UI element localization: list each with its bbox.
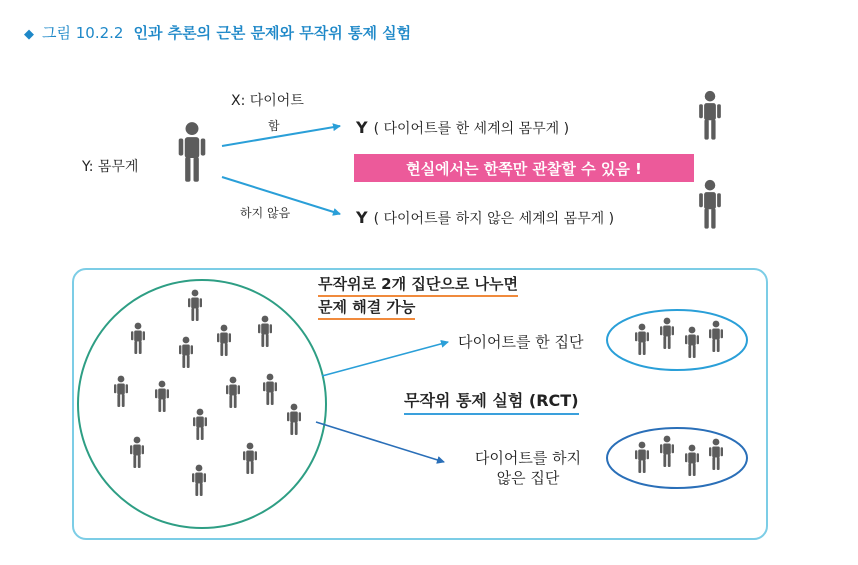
population-person-icon: [192, 465, 206, 496]
control-group-ellipse: [607, 428, 747, 488]
treated-group-label: 다이어트를 한 집단: [458, 333, 584, 351]
population-person-icon: [179, 337, 193, 368]
treated-split-arrow: [322, 342, 448, 376]
control-group-person-icon: [660, 436, 674, 467]
control-outcome-text: ( 다이어트를 하지 않은 세계의 몸무게 ): [373, 211, 615, 227]
x-variable-label: X: 다이어트: [231, 93, 304, 109]
treated-group-person-icon: [635, 324, 649, 355]
population-person-icon: [193, 409, 207, 440]
treat-label: 함: [268, 119, 280, 133]
population-person-icon: [243, 443, 257, 474]
control-split-arrow: [316, 422, 444, 462]
treat-arrow: [222, 126, 340, 146]
observation-banner: 현실에서는 한쪽만 관찰할 수 있음 !: [354, 154, 694, 182]
population-person-icon: [188, 290, 202, 321]
population-person-icon: [114, 376, 128, 407]
control-group-person-icon: [685, 445, 699, 476]
treated-group-ellipse: [607, 310, 747, 370]
subject-person-icon: [179, 122, 206, 182]
control-group-label-line2: 않은 집단: [496, 469, 560, 487]
population-person-icon: [263, 374, 277, 405]
population-person-icon: [217, 325, 231, 356]
treated-outcome-letter: Y: [356, 118, 368, 137]
control-label: 하지 않음: [240, 206, 291, 220]
population-person-icon: [258, 316, 272, 347]
figure-caption: 인과 추론의 근본 문제와 무작위 통제 실험: [133, 24, 412, 42]
control-arrow: [222, 177, 340, 214]
population-person-icon: [287, 404, 301, 435]
treated-person-icon: [699, 91, 721, 140]
treated-group-person-icon: [709, 321, 723, 352]
treated-outcome-text: ( 다이어트를 한 세계의 몸무게 ): [373, 121, 570, 137]
control-group-label-line1: 다이어트를 하지: [474, 449, 582, 467]
diamond-marker-icon: ◆: [24, 27, 34, 42]
figure-number: 그림 10.2.2: [42, 24, 124, 42]
population-people: [114, 290, 301, 496]
treated-group-people: [635, 318, 723, 358]
split-caption-line1: 무작위로 2개 집단으로 나누면: [318, 275, 518, 297]
y-variable-label: Y: 몸무게: [82, 159, 139, 175]
rct-label: 무작위 통제 실험 (RCT): [404, 388, 579, 415]
control-person-icon: [699, 180, 721, 229]
population-person-icon: [130, 437, 144, 468]
control-group-people: [635, 436, 723, 476]
control-group-person-icon: [709, 439, 723, 470]
control-outcome-letter: Y: [356, 208, 368, 227]
population-person-icon: [131, 323, 145, 354]
population-person-icon: [226, 377, 240, 408]
split-caption-line2: 문제 해결 가능: [318, 298, 415, 320]
treated-group-person-icon: [685, 327, 699, 358]
treated-group-person-icon: [660, 318, 674, 349]
population-person-icon: [155, 381, 169, 412]
control-group-person-icon: [635, 442, 649, 473]
